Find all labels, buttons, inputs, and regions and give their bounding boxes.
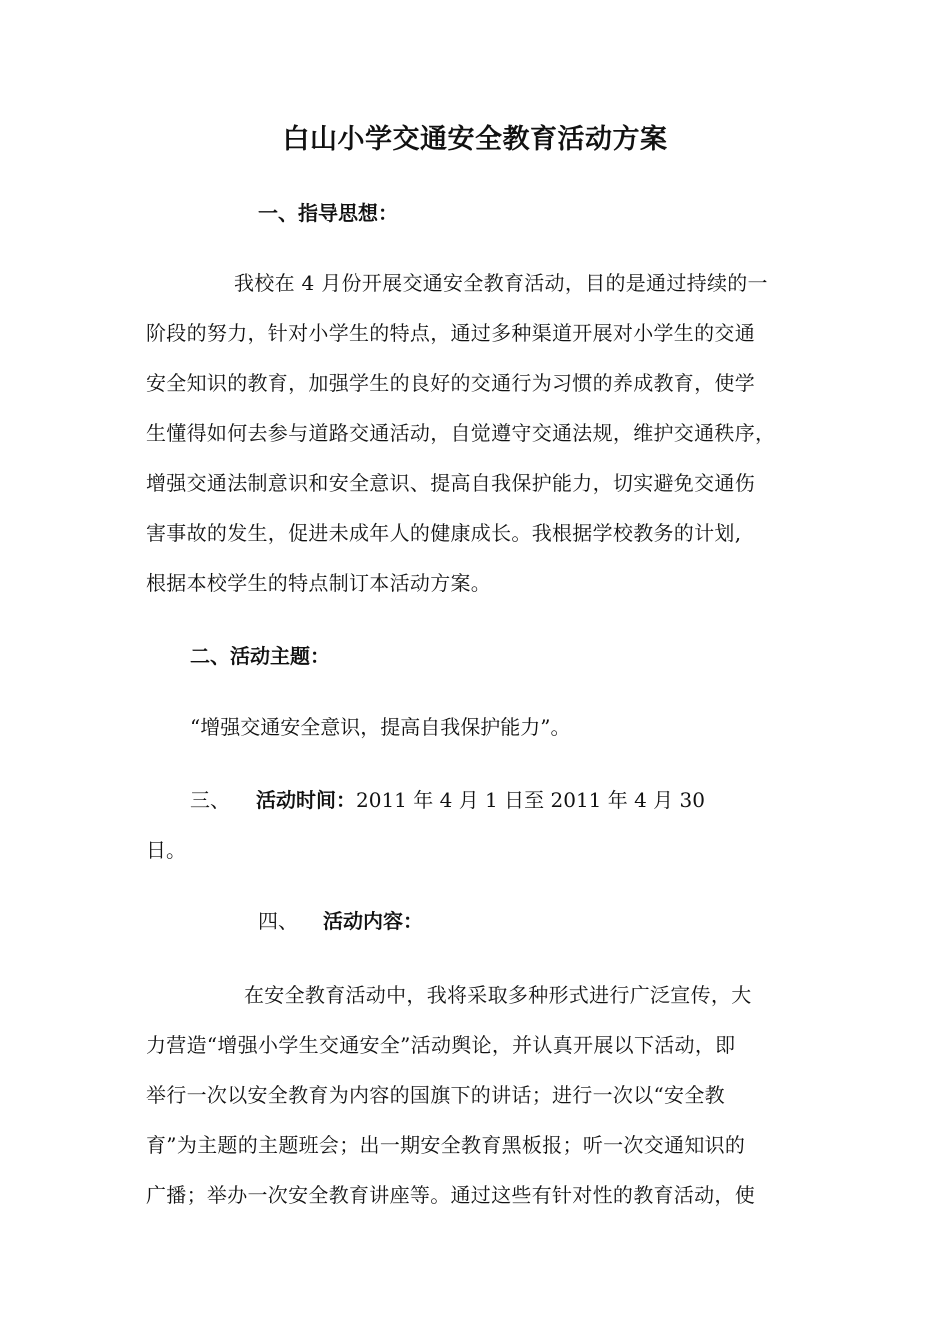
activity-time-value: 2011 年 4 月 1 日至 2011 年 4 月 30: [356, 788, 705, 812]
section-paragraph-activity-content: [146, 970, 808, 1220]
section-number-three: 三、: [190, 788, 230, 812]
section-number-four: 四、: [258, 909, 298, 933]
paragraph-line: 广播；举办一次安全教育讲座等。通过这些有针对性的教育活动，使: [146, 1183, 755, 1207]
paragraph-line: 育”为主题的主题班会；出一期安全教育黑板报；听一次交通知识的: [146, 1133, 746, 1157]
section-heading-guiding-thought: 一、指导思想：: [258, 201, 398, 225]
paragraph-line: 力营造“增强小学生交通安全”活动舆论，并认真开展以下活动，即: [146, 1033, 736, 1057]
paragraph-line: 阶段的努力，针对小学生的特点，通过多种渠道开展对小学生的交通: [146, 321, 755, 345]
section-paragraph-guiding-thought: [146, 258, 808, 608]
activity-time-label: 活动时间：: [256, 788, 356, 812]
paragraph-line: 举行一次以安全教育为内容的国旗下的讲话；进行一次以“安全教: [146, 1083, 725, 1107]
paragraph-line: 在安全教育活动中，我将采取多种形式进行广泛宣传，大: [244, 983, 752, 1007]
document-title: 白山小学交通安全教育活动方案: [282, 124, 668, 155]
activity-theme-text: “增强交通安全意识，提高自我保护能力”。: [190, 715, 571, 739]
paragraph-line: 害事故的发生，促进未成年人的健康成长。我根据学校教务的计划,: [146, 521, 742, 545]
activity-time-continuation: 日。: [146, 838, 186, 862]
section-heading-activity-theme: 二、活动主题：: [190, 644, 330, 668]
paragraph-line: 我校在 4 月份开展交通安全教育活动，目的是通过持续的一: [234, 271, 768, 295]
paragraph-line: 增强交通法制意识和安全意识、提高自我保护能力，切实避免交通伤: [146, 471, 755, 495]
paragraph-line: 根据本校学生的特点制订本活动方案。: [146, 571, 492, 595]
paragraph-line: 生懂得如何去参与道路交通活动，自觉遵守交通法规，维护交通秩序，: [146, 421, 776, 445]
paragraph-line: 安全知识的教育，加强学生的良好的交通行为习惯的养成教育，使学: [146, 371, 755, 395]
activity-time-line: [256, 785, 705, 815]
section-heading-activity-content: 活动内容：: [323, 909, 423, 933]
